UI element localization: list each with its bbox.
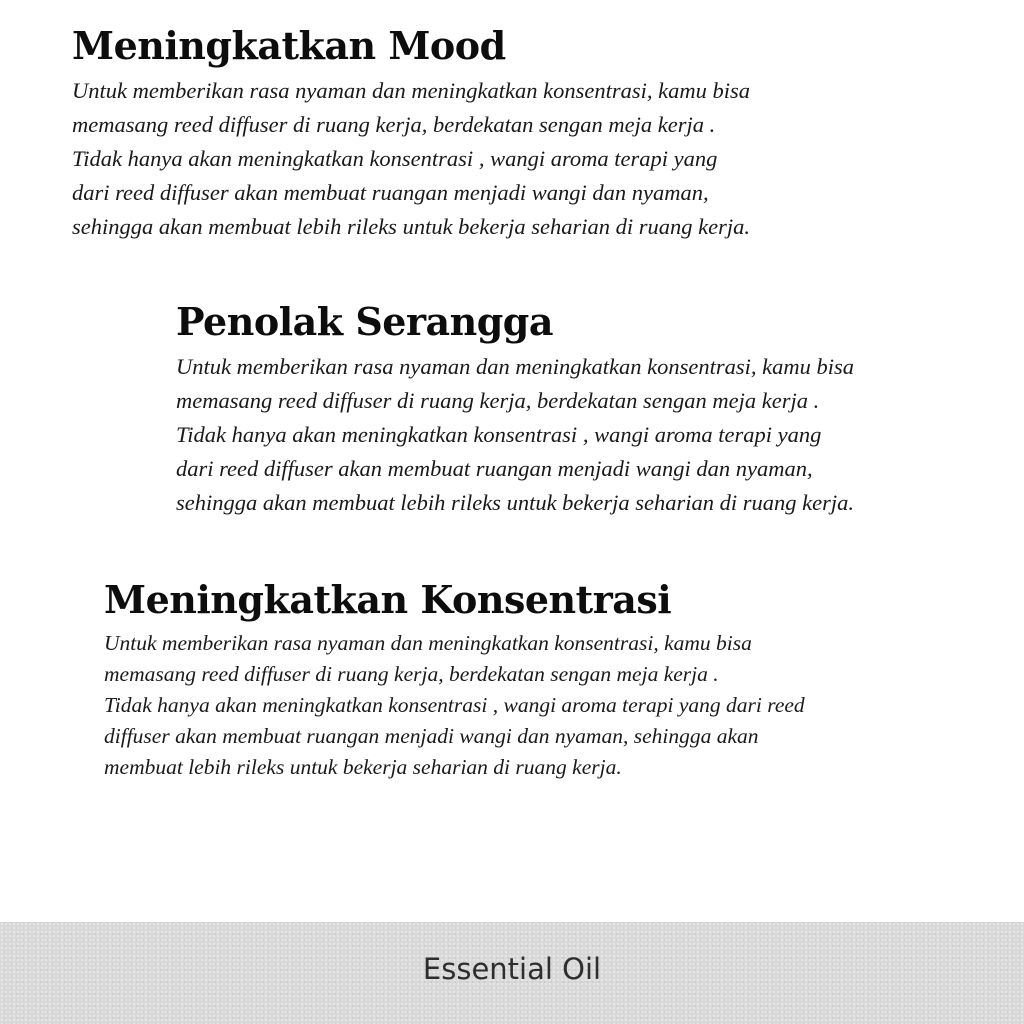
body-line: memasang reed diffuser di ruang kerja, berdekatan sengan meja kerja . bbox=[176, 387, 820, 413]
body-line: dari reed diffuser akan membuat ruangan menjadi wangi dan nyaman, bbox=[176, 455, 813, 481]
body-line: sehingga akan membuat lebih rileks untuk bekerja seharian di ruang kerja. bbox=[72, 213, 751, 239]
body-line: Tidak hanya akan meningkatkan konsentrasi , wangi aroma terapi yang bbox=[72, 145, 718, 171]
footer-banner bbox=[0, 922, 1024, 1024]
section-penolak-serangga bbox=[176, 300, 854, 520]
section-title: Meningkatkan Konsentrasi bbox=[104, 577, 672, 622]
body-line: memasang reed diffuser di ruang kerja, berdekatan sengan meja kerja . bbox=[104, 661, 719, 686]
footer-label: Essential Oil bbox=[422, 952, 602, 986]
section-meningkatkan-mood bbox=[72, 24, 750, 244]
body-line: Tidak hanya akan meningkatkan konsentrasi , wangi aroma terapi yang bbox=[176, 421, 822, 447]
body-line: sehingga akan membuat lebih rileks untuk bekerja seharian di ruang kerja. bbox=[176, 489, 855, 515]
section-body bbox=[104, 628, 805, 783]
section-meningkatkan-konsentrasi bbox=[104, 578, 805, 783]
section-body bbox=[176, 350, 854, 520]
body-line: Untuk memberikan rasa nyaman dan meningkatkan konsentrasi, kamu bisa bbox=[104, 630, 752, 655]
body-line: membuat lebih rileks untuk bekerja seharian di ruang kerja. bbox=[104, 754, 622, 779]
section-body bbox=[72, 74, 750, 244]
section-title: Penolak Serangga bbox=[176, 299, 553, 344]
body-line: memasang reed diffuser di ruang kerja, berdekatan sengan meja kerja . bbox=[72, 111, 716, 137]
section-title: Meningkatkan Mood bbox=[72, 23, 506, 68]
body-line: dari reed diffuser akan membuat ruangan menjadi wangi dan nyaman, bbox=[72, 179, 709, 205]
body-line: diffuser akan membuat ruangan menjadi wangi dan nyaman, sehingga akan bbox=[104, 723, 759, 748]
body-line: Untuk memberikan rasa nyaman dan meningkatkan konsentrasi, kamu bisa bbox=[176, 353, 855, 379]
body-line: Untuk memberikan rasa nyaman dan meningkatkan konsentrasi, kamu bisa bbox=[72, 77, 751, 103]
body-line: Tidak hanya akan meningkatkan konsentrasi , wangi aroma terapi yang dari reed bbox=[104, 692, 805, 717]
